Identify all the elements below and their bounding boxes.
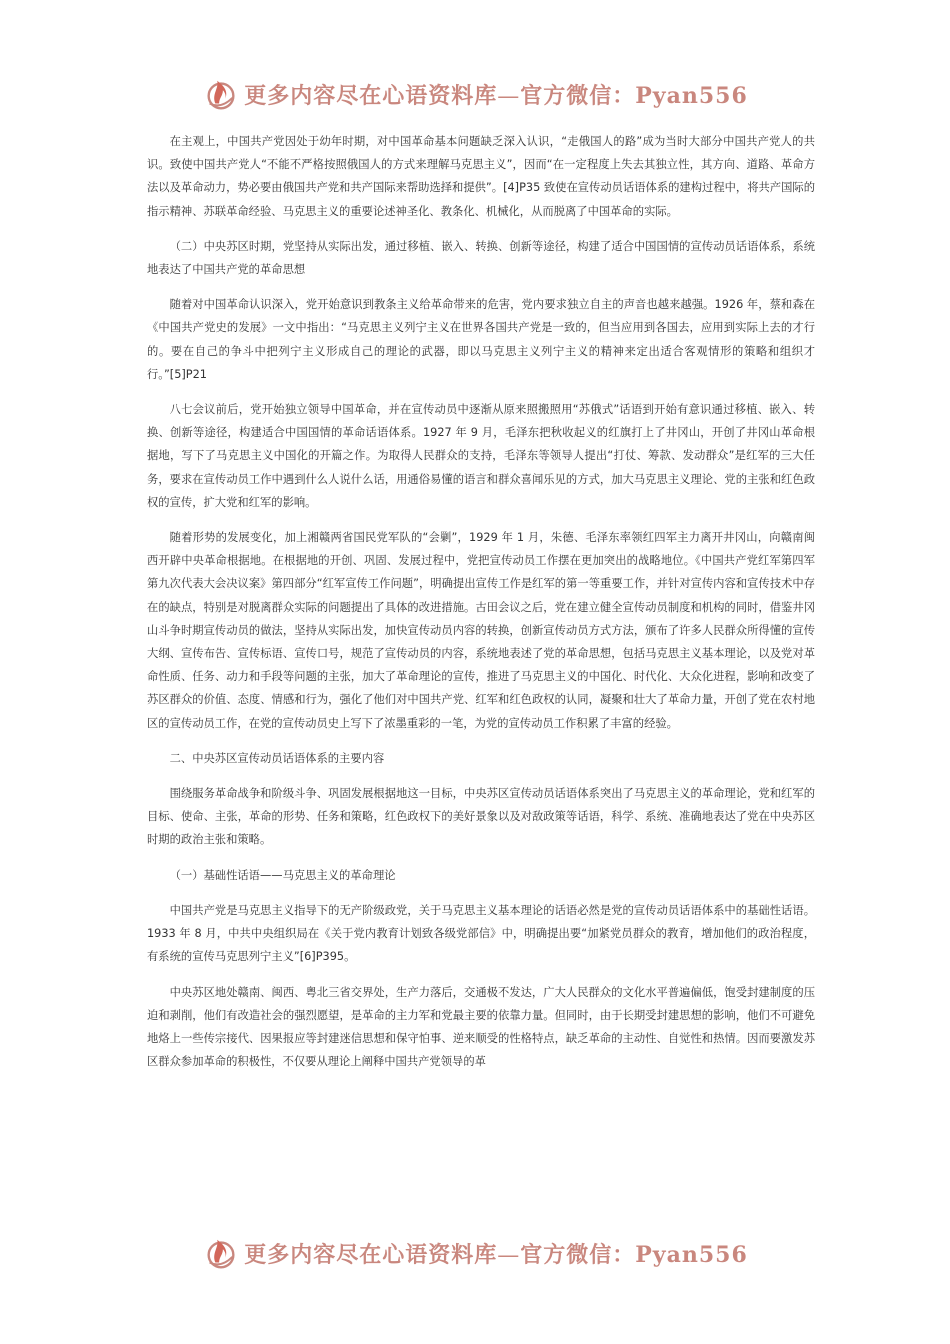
- paragraph: 中央苏区地处赣南、闽西、粤北三省交界处，生产力落后，交通极不发达，广大人民群众的文化水平普遍偏低，饱受封建制度的压迫和剥削，他们有改造社会的强烈愿望，是革命的主力军和党最主要的依靠力量。但同时，由于长期受封建思想的影响，他们不可避免地烙上一些传宗接代、因果报应等封建迷信思想和保守怕事、逆来顺受的性格特点，缺乏革命的主动性、自觉性和热情。因而要激发苏区群众参加革命的积极性，不仅要从理论上阐释中国共产党领导的革: [147, 985, 815, 1069]
- flame-logo-icon: [202, 75, 240, 113]
- footer-banner: [0, 1233, 950, 1273]
- paragraph: 中国共产党是马克思主义指导下的无产阶级政党，关于马克思主义基本理论的话语必然是党的宣传动员话语体系中的基础性话语。1933 年 8 月，中共中央组织局在《关于党内教育计划致各级党部信》中，明确提出要“加紧党员群众的教育，增加他们的政治程度，有系统的宣传马克思列宁主义”[6]P395。: [147, 903, 815, 964]
- paragraph: 八七会议前后，党开始独立领导中国革命，并在宣传动员中逐渐从原来照搬照用“苏俄式”话语到开始有意识通过移植、嵌入、转换、创新等途径，构建适合中国国情的革命话语体系。1927 年 9 月，毛泽东把秋收起义的红旗打上了井冈山，开创了井冈山革命根据地，写下了马克思主义中国化的开篇之作。为取得人民群众的支持，毛泽东等领导人提出“打仗、筹款、发动群众”是红军的三大任务，要求在宣传动员工作中遇到什么人说什么话，用通俗易懂的语言和群众喜闻乐见的方式，加大马克思主义理论、党的主张和红色政权的宣传，扩大党和红军的影响。: [147, 403, 815, 509]
- banner-separator: —: [497, 83, 521, 109]
- paragraph: 随着对中国革命认识深入，党开始意识到教条主义给革命带来的危害，党内要求独立自主的声音也越来越强。1926 年，蔡和森在《中国共产党史的发展》一文中指出：“马克思主义列宁主义在世界各国共产党是一致的，但当应用到各国去，应用到实际上去的才行的。要在自己的争斗中把列宁主义形成自己的理论的武器，即以马克思主义列宁主义的精神来定出适合客观情形的策略和组织才行。”[5]P21: [147, 298, 815, 381]
- document-body: [147, 130, 815, 1085]
- paragraph: 在主观上，中国共产党因处于幼年时期，对中国革命基本问题缺乏深入认识，“走俄国人的路”成为当时大部分中国共产党人的共识。致使中国共产党人“不能不严格按照俄国人的方式来理解马克思主义”，因而“在一定程度上失去其独立性，其方向、道路、革命方法以及革命动力，势必要由俄国共产党和共产国际来帮助选择和提供”。[4]P35 致使在宣传动员话语体系的建构过程中，将共产国际的指示精神、苏联革命经验、马克思主义的重要论述神圣化、教条化、机械化，从而脱离了中国革命的实际。: [147, 135, 815, 218]
- banner-brand: 更多内容尽在心语资料库: [244, 82, 498, 109]
- banner-contact: 官方微信：: [520, 1241, 636, 1268]
- paragraph: 围绕服务革命战争和阶级斗争、巩固发展根据地这一目标，中央苏区宣传动员话语体系突出了马克思主义的革命理论，党和红军的目标、使命、主张，革命的形势、任务和策略，红色政权下的美好景象以及对敌政策等话语，科学、系统、准确地表达了党在中央苏区时期的政治主张和策略。: [147, 787, 815, 847]
- flame-logo-icon: [202, 1234, 240, 1272]
- section-heading: 二、中央苏区宣传动员话语体系的主要内容: [169, 751, 385, 765]
- banner-text: [244, 1238, 748, 1269]
- paragraph: 随着形势的发展变化，加上湘赣两省国民党军队的“会剿”，1929 年 1 月，朱德、毛泽东率领红四军主力离开井冈山，向赣南闽西开辟中央革命根据地。在根据地的开创、巩固、发展过程中，党把宣传动员工作摆在更加突出的战略地位。《中国共产党红军第四军第九次代表大会决议案》第四部分“红军宣传工作问题”，明确提出宣传工作是红军的第一等重要工作，并针对宣传内容和宣传技术中存在的缺点，特别是对脱离群众实际的问题提出了具体的改进措施。古田会议之后，党在建立健全宣传动员制度和机构的同时，借鉴井冈山斗争时期宣传动员的做法，坚持从实际出发，加快宣传动员内容的转换，创新宣传动员方式方法，颁布了许多人民群众所得懂的宣传大纲、宣传布告、宣传标语、宣传口号，规范了宣传动员的内容，系统地表述了党的革命思想，包括马克思主义基本理论，以及党对革命性质、任务、动力和手段等问题的主张，加大了革命理论的宣传，推进了马克思主义的中国化、时代化、大众化进程，影响和改变了苏区群众的价值、态度、情感和行为，强化了他们对中国共产党、红军和红色政权的认同，凝聚和壮大了革命力量，开创了党在农村地区的宣传动员工作，在党的宣传动员史上写下了浓墨重彩的一笔，为党的宣传动员工作积累了丰富的经验。: [147, 531, 815, 730]
- section-heading: （二）中央苏区时期，党坚持从实际出发，通过移植、嵌入、转换、创新等途径，构建了适合中国国情的宣传动员话语体系，系统地表达了中国共产党的革命思想: [147, 239, 815, 277]
- banner-contact: 官方微信：: [520, 82, 636, 109]
- header-banner: [0, 74, 950, 114]
- banner-wechat-id: Pyan556: [635, 82, 748, 109]
- section-heading: （一）基础性话语——马克思主义的革命理论: [169, 868, 396, 882]
- banner-separator: —: [497, 1242, 521, 1268]
- banner-brand: 更多内容尽在心语资料库: [244, 1241, 498, 1268]
- banner-text: [244, 79, 748, 110]
- banner-wechat-id: Pyan556: [635, 1241, 748, 1268]
